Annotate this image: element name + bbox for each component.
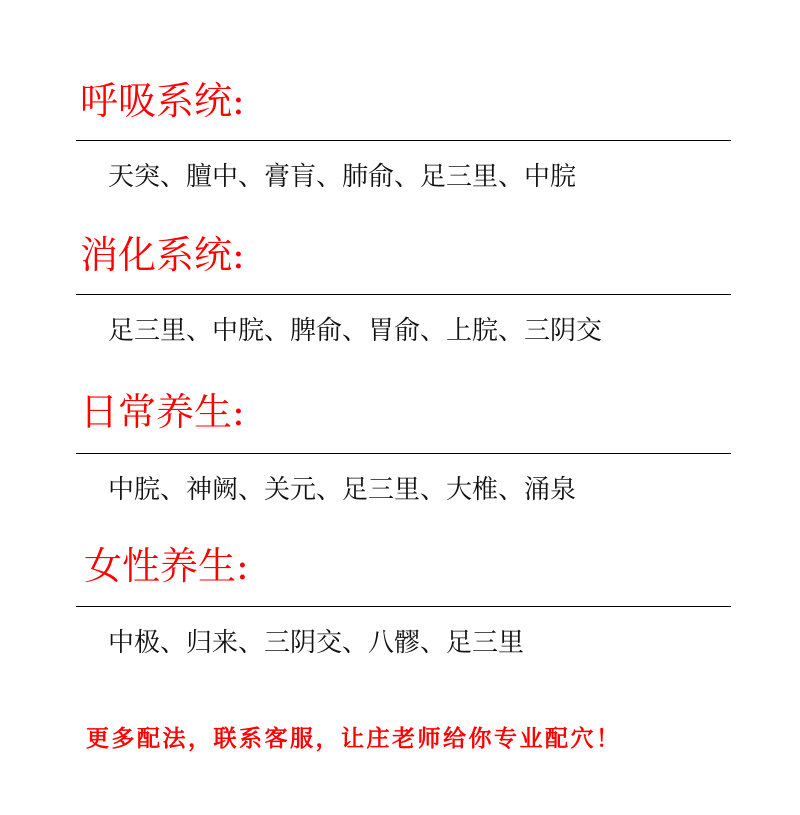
section-title-respiratory: 呼吸系统: (80, 79, 245, 123)
acupoint-list-womens-health: 中极、归来、三阴交、八髎、足三里 (108, 628, 525, 658)
section-divider (76, 453, 731, 454)
section-title-digestive: 消化系统: (80, 233, 245, 277)
acupoint-list-respiratory: 天突、膻中、膏肓、肺俞、足三里、中脘 (108, 162, 577, 192)
section-title-daily-health: 日常养生: (80, 390, 245, 434)
contact-footer-note: 更多配法，联系客服，让庄老师给你专业配穴！ (86, 726, 622, 752)
acupoint-list-daily-health: 中脘、神阙、关元、足三里、大椎、涌泉 (108, 475, 577, 505)
acupoint-list-digestive: 足三里、中脘、脾俞、胃俞、上脘、三阴交 (108, 316, 603, 346)
section-divider (76, 294, 731, 295)
section-divider (76, 140, 731, 141)
section-title-womens-health: 女性养生: (84, 544, 249, 588)
section-divider (76, 606, 731, 607)
